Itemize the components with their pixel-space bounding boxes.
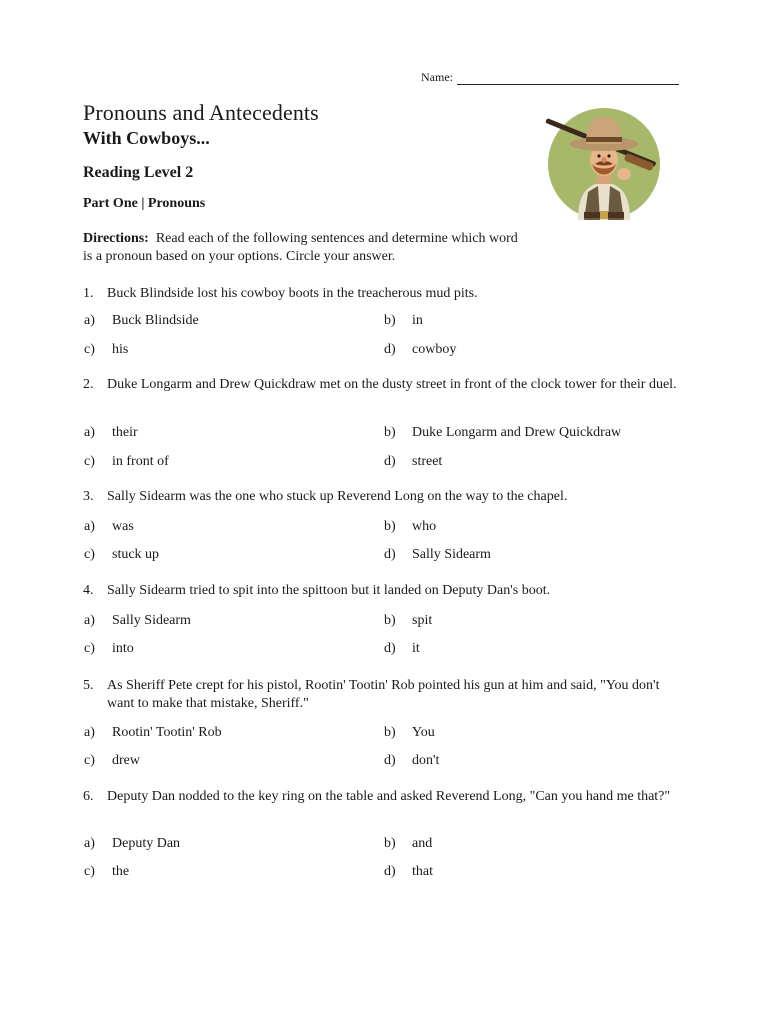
directions-text: Read each of the following sentences and determine which word is a pronoun based on your options. Circle your answer. — [83, 231, 518, 264]
option-text: drew — [112, 753, 140, 768]
cowboy-with-rifle-illustration — [540, 100, 662, 222]
answer-option[interactable] — [384, 752, 439, 770]
option-letter: a) — [84, 613, 95, 628]
option-text: street — [412, 454, 443, 469]
option-text: in front of — [112, 454, 169, 469]
option-text: spit — [412, 613, 433, 628]
name-blank-line[interactable] — [457, 71, 679, 85]
option-letter: b) — [384, 613, 396, 628]
option-text: Duke Longarm and Drew Quickdraw — [412, 425, 622, 440]
answer-option[interactable] — [84, 863, 129, 881]
option-text: Deputy Dan — [112, 836, 181, 851]
answer-option[interactable] — [84, 341, 128, 359]
question-text: Sally Sidearm tried to spit into the spittoon but it landed on Deputy Dan's boot. — [107, 583, 551, 598]
option-letter: d) — [384, 454, 396, 469]
option-letter: b) — [384, 725, 396, 740]
option-letter: d) — [384, 342, 396, 357]
option-letter: b) — [384, 313, 396, 328]
answer-option[interactable] — [384, 640, 420, 658]
answer-option[interactable] — [384, 612, 432, 630]
question-text: Deputy Dan nodded to the key ring on the table and asked Reverend Long, "Can you hand me that?" — [107, 789, 671, 804]
option-text: Buck Blindside — [112, 313, 199, 328]
option-text: it — [412, 641, 420, 656]
answer-option[interactable] — [384, 341, 456, 359]
option-letter: d) — [384, 641, 396, 656]
answer-option[interactable] — [84, 640, 134, 658]
worksheet-title: Pronouns and Antecedents — [83, 100, 319, 125]
option-text: their — [112, 425, 138, 440]
answer-option[interactable] — [384, 424, 621, 442]
question-number: 1. — [83, 286, 94, 301]
name-label: Name: — [421, 70, 453, 84]
answer-option[interactable] — [84, 724, 222, 742]
option-letter: c) — [84, 864, 95, 879]
answer-option[interactable] — [84, 612, 191, 630]
option-text: You — [412, 725, 435, 740]
answer-option[interactable] — [84, 453, 169, 471]
option-text: the — [112, 864, 130, 879]
option-letter: a) — [84, 425, 95, 440]
option-text: Sally Sidearm — [412, 547, 491, 562]
option-text: Sally Sidearm — [112, 613, 191, 628]
option-letter: b) — [384, 519, 396, 534]
answer-option[interactable] — [84, 835, 180, 853]
answer-option[interactable] — [84, 312, 199, 330]
answer-option[interactable] — [384, 546, 491, 564]
question-number: 2. — [83, 377, 94, 392]
option-letter: a) — [84, 836, 95, 851]
answer-option[interactable] — [384, 518, 436, 536]
question-text: Duke Longarm and Drew Quickdraw met on the dusty street in front of the clock tower for their duel. — [107, 377, 677, 392]
option-text: don't — [412, 753, 440, 768]
reading-level: Reading Level 2 — [83, 164, 194, 181]
question-text: Buck Blindside lost his cowboy boots in the treacherous mud pits. — [107, 286, 478, 301]
option-letter: c) — [84, 641, 95, 656]
question-text: As Sheriff Pete crept for his pistol, Rootin' Tootin' Rob pointed his gun at him and said, "You don't want to make that mistake, Sheriff." — [107, 678, 660, 711]
answer-option[interactable] — [384, 835, 432, 853]
question-number: 5. — [83, 678, 94, 693]
answer-option[interactable] — [384, 863, 433, 881]
answer-option[interactable] — [84, 518, 134, 536]
question-number: 6. — [83, 789, 94, 804]
option-text: into — [112, 641, 134, 656]
option-text: cowboy — [412, 342, 457, 357]
option-letter: a) — [84, 725, 95, 740]
answer-option[interactable] — [84, 752, 140, 770]
option-text: his — [112, 342, 129, 357]
option-letter: c) — [84, 547, 95, 562]
option-text: and — [412, 836, 433, 851]
option-text: Rootin' Tootin' Rob — [112, 725, 222, 740]
question-number: 3. — [83, 489, 94, 504]
answer-option[interactable] — [384, 312, 423, 330]
directions — [83, 230, 523, 266]
directions-label: Directions: — [83, 231, 149, 246]
option-letter: d) — [384, 753, 396, 768]
name-field[interactable] — [421, 70, 679, 85]
answer-option[interactable] — [84, 546, 159, 564]
option-letter: a) — [84, 313, 95, 328]
option-letter: b) — [384, 425, 396, 440]
answer-option[interactable] — [384, 453, 442, 471]
option-text: was — [112, 519, 134, 534]
option-letter: d) — [384, 547, 396, 562]
option-text: that — [412, 864, 433, 879]
option-letter: c) — [84, 454, 95, 469]
option-letter: b) — [384, 836, 396, 851]
option-letter: a) — [84, 519, 95, 534]
option-letter: c) — [84, 342, 95, 357]
option-text: in — [412, 313, 423, 328]
question-text: Sally Sidearm was the one who stuck up Reverend Long on the way to the chapel. — [107, 489, 568, 504]
worksheet-subtitle: With Cowboys... — [83, 128, 210, 148]
answer-option[interactable] — [384, 724, 435, 742]
option-text: who — [412, 519, 437, 534]
option-letter: d) — [384, 864, 396, 879]
option-letter: c) — [84, 753, 95, 768]
answer-option[interactable] — [84, 424, 138, 442]
question-number: 4. — [83, 583, 94, 598]
part-heading: Part One | Pronouns — [83, 196, 206, 211]
option-text: stuck up — [112, 547, 160, 562]
